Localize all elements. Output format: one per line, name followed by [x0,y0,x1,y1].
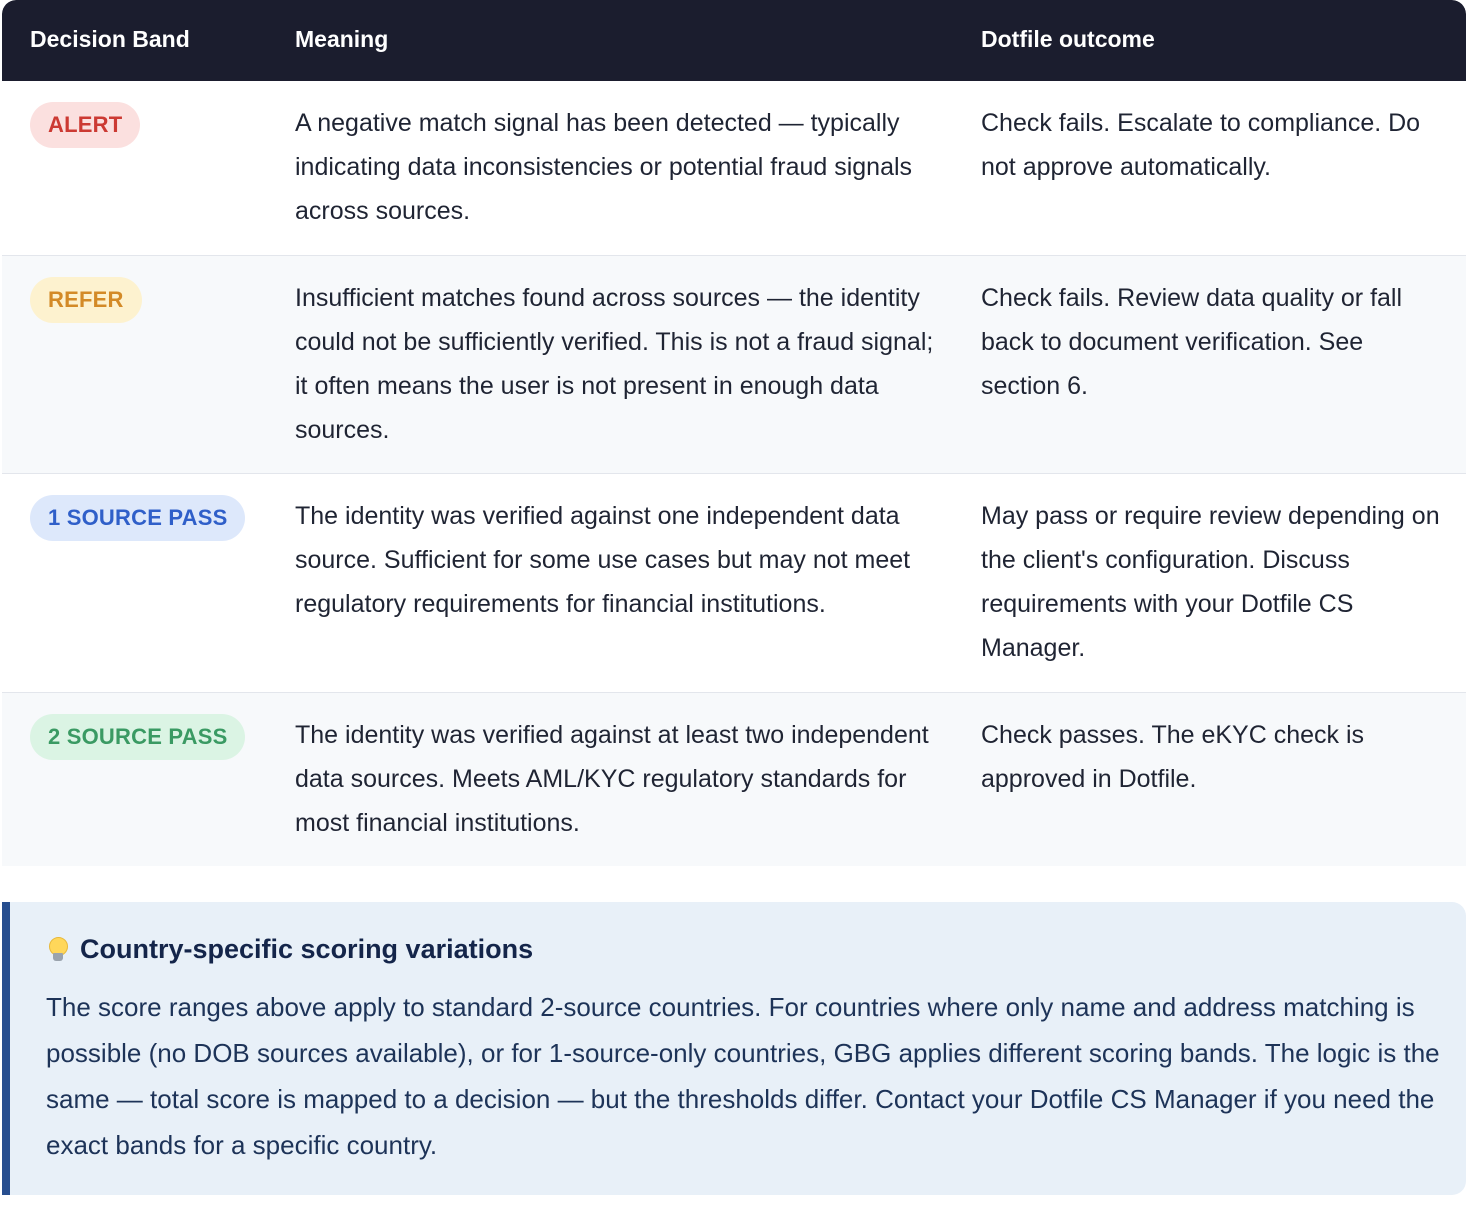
status-badge-one-source-pass: 1 SOURCE PASS [30,495,245,541]
header-dotfile-outcome: Dotfile outcome [981,26,1155,52]
outcome-cell: Check fails. Escalate to compliance. Do not approve automatically. [981,109,1421,181]
status-badge-alert: ALERT [30,102,140,148]
lightbulb-icon [46,935,70,965]
table-row-two-source-pass [2,693,1466,866]
meaning-cell: A negative match signal has been detected — typically indicating data inconsistencies or potential fraud signals across sources. [295,109,913,225]
outcome-cell: May pass or require review depending on the client's configuration. Discuss requirements with your Dotfile CS Manager. [981,502,1440,662]
meaning-cell: The identity was verified against at least two independent data sources. Meets AML/KYC regulatory standards for most financial institutions. [295,721,929,837]
decision-band-table [2,0,1466,866]
callout-title-text: Country-specific scoring variations [80,934,534,964]
outcome-cell: Check passes. The eKYC check is approved in Dotfile. [981,721,1365,793]
meaning-cell: Insufficient matches found across sources — the identity could not be sufficiently verified. This is not a fraud signal; it often means the user is not present in enough data sources. [295,284,934,444]
status-badge-two-source-pass: 2 SOURCE PASS [30,714,245,760]
callout-title [46,934,533,965]
status-badge-refer: REFER [30,277,142,323]
table-row-one-source-pass [2,474,1466,693]
meaning-cell: The identity was verified against one independent data source. Sufficient for some use cases but may not meet regulatory requirements for financial institutions. [295,502,911,618]
outcome-cell: Check fails. Review data quality or fall back to document verification. See section 6. [981,284,1403,400]
table-header [2,0,1466,81]
table-row-refer [2,256,1466,474]
table-row-alert [2,81,1466,256]
header-decision-band: Decision Band [30,26,190,52]
callout-body: The score ranges above apply to standard 2-source countries. For countries where only name and address matching is possible (no DOB sources available), or for 1-source-only countries, GBG applies different scoring bands. The logic is the same — total score is mapped to a decision — but the thresholds differ. Contact your Dotfile CS Manager if you need the exact bands for a specific country. [46,992,1440,1160]
header-meaning: Meaning [295,26,389,52]
info-callout [2,902,1466,1195]
